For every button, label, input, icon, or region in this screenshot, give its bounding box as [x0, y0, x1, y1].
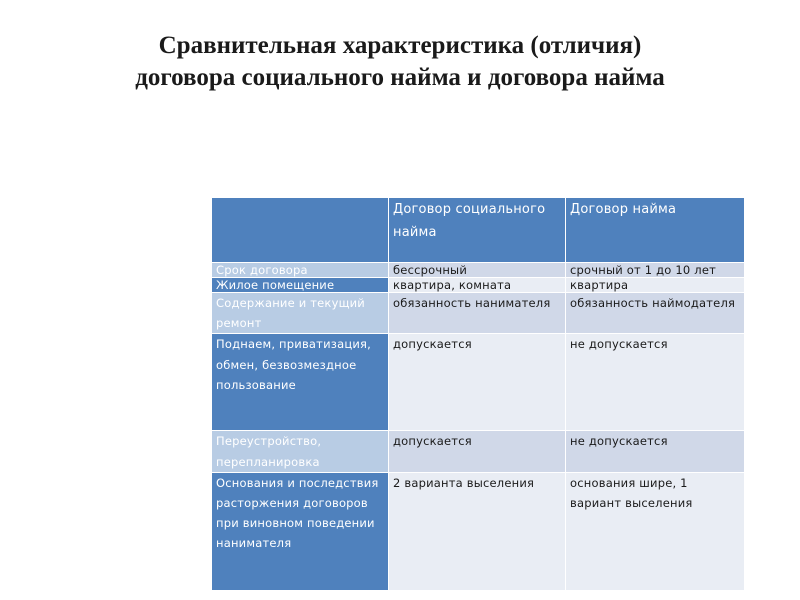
- table-header-row: [212, 198, 745, 263]
- title-line-2: договора социального найма и договора найма: [135, 64, 665, 91]
- cell-social-lease: 2 варианта выселения: [389, 472, 566, 590]
- row-criterion: Срок договора: [212, 263, 389, 278]
- table-row: [212, 263, 745, 278]
- header-cell-criterion: [212, 198, 389, 263]
- cell-social-lease: допускается: [389, 334, 566, 431]
- cell-social-lease: допускается: [389, 431, 566, 472]
- cell-social-lease: обязанность нанимателя: [389, 293, 566, 334]
- table-row: [212, 293, 745, 334]
- cell-lease: не допускается: [566, 431, 745, 472]
- cell-lease: обязанность наймодателя: [566, 293, 745, 334]
- cell-social-lease: квартира, комната: [389, 278, 566, 293]
- cell-lease: срочный от 1 до 10 лет: [566, 263, 745, 278]
- table-row: [212, 431, 745, 472]
- cell-lease: квартира: [566, 278, 745, 293]
- row-criterion: Основания и последствия расторжения договоров при виновном поведении нанимателя: [212, 472, 389, 590]
- table-row: [212, 278, 745, 293]
- header-cell-lease: Договор найма: [566, 198, 745, 263]
- cell-lease: основания шире, 1 вариант выселения: [566, 472, 745, 590]
- cell-lease: не допускается: [566, 334, 745, 431]
- table-row: [212, 334, 745, 431]
- header-cell-social-lease: Договор социального найма: [389, 198, 566, 263]
- row-criterion: Жилое помещение: [212, 278, 389, 293]
- row-criterion: Поднаем, приватизация, обмен, безвозмездное пользование: [212, 334, 389, 431]
- cell-social-lease: бессрочный: [389, 263, 566, 278]
- title-line-1: Сравнительная характеристика (отличия): [158, 32, 642, 59]
- slide-title: [0, 30, 800, 94]
- table-row: [212, 472, 745, 590]
- comparison-table: [211, 197, 745, 591]
- row-criterion: Содержание и текущий ремонт: [212, 293, 389, 334]
- row-criterion: Переустройство, перепланировка: [212, 431, 389, 472]
